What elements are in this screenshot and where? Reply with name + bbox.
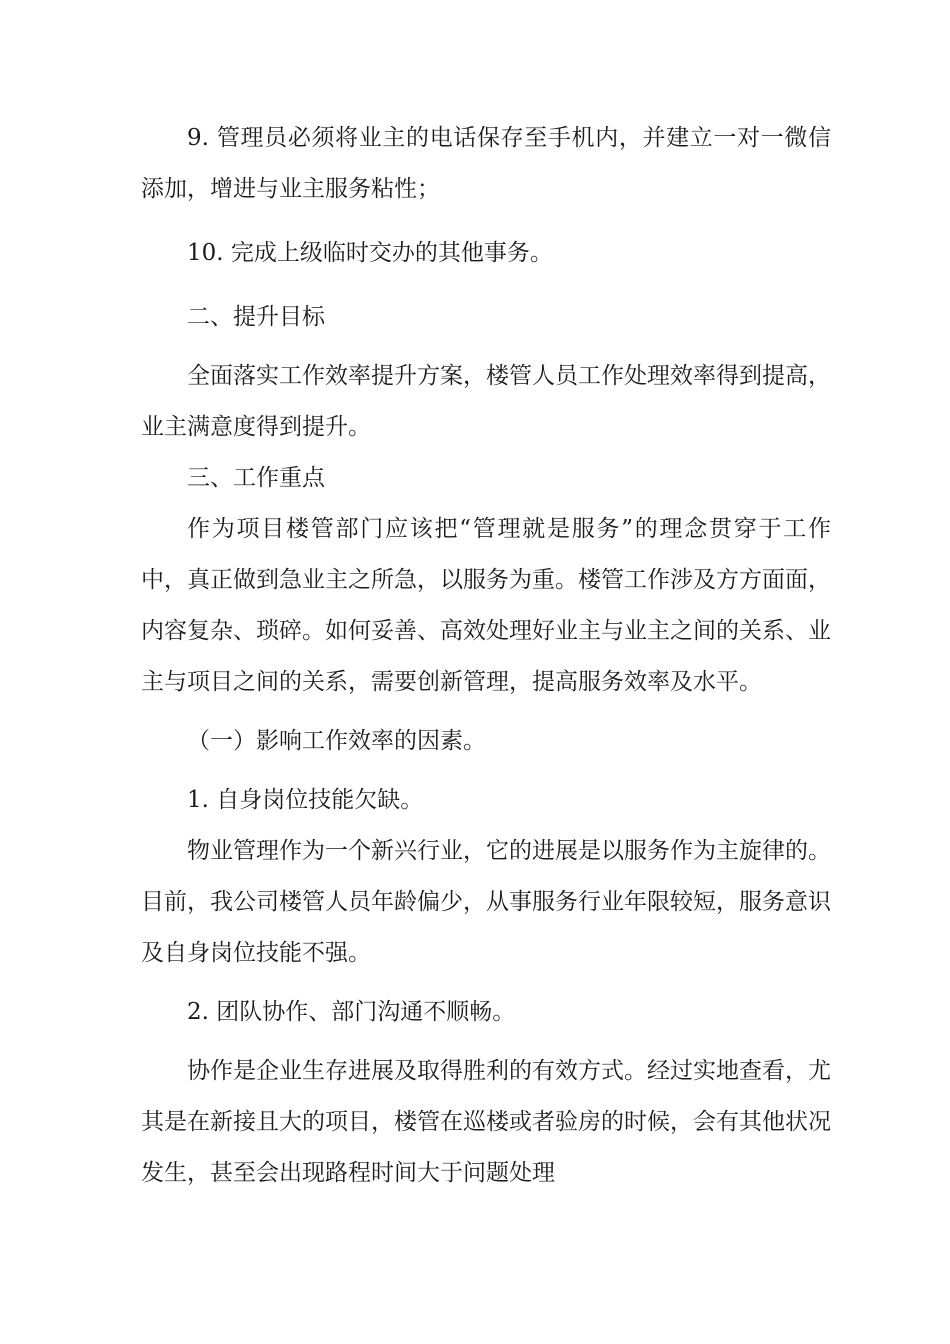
paragraph-focus: 作为项目楼管部门应该把“管理就是服务”的理念贯穿于工作中，真正做到急业主之所急，以服务为重。楼管工作涉及方方面面，内容复杂、琐碎。如何妥善、高效处理好业主与业主之间的关系、业主与项目之间的关系，需要创新管理，提高服务效率及水平。 (141, 516, 831, 695)
subheading-factors: （一）影响工作效率的因素。 (187, 728, 486, 754)
paragraph-item-9: 9. 管理员必须将业主的电话保存至手机内，并建立一对一微信添加，增进与业主服务粘性； (141, 125, 831, 202)
document-body (141, 113, 831, 1199)
section-heading-focus: 三、工作重点 (187, 465, 325, 491)
section-heading-goals: 二、提升目标 (187, 304, 325, 330)
item-heading-2: 2. 团队协作、部门沟通不顺畅。 (187, 999, 516, 1025)
paragraph-skills: 物业管理作为一个新兴行业，它的进展是以服务作为主旋律的。目前，我公司楼管人员年龄偏少，从事服务行业年限较短，服务意识及自身岗位技能不强。 (141, 838, 831, 966)
paragraph-teamwork: 协作是企业生存进展及取得胜利的有效方式。经过实地查看，尤其是在新接且大的项目，楼管在巡楼或者验房的时候，会有其他状况发生，甚至会出现路程时间大于问题处理 (141, 1058, 831, 1186)
paragraph-goals: 全面落实工作效率提升方案，楼管人员工作处理效率得到提高，业主满意度得到提升。 (141, 363, 831, 440)
paragraph-item-10: 10. 完成上级临时交办的其他事务。 (187, 240, 553, 266)
item-heading-1: 1. 自身岗位技能欠缺。 (187, 787, 424, 813)
